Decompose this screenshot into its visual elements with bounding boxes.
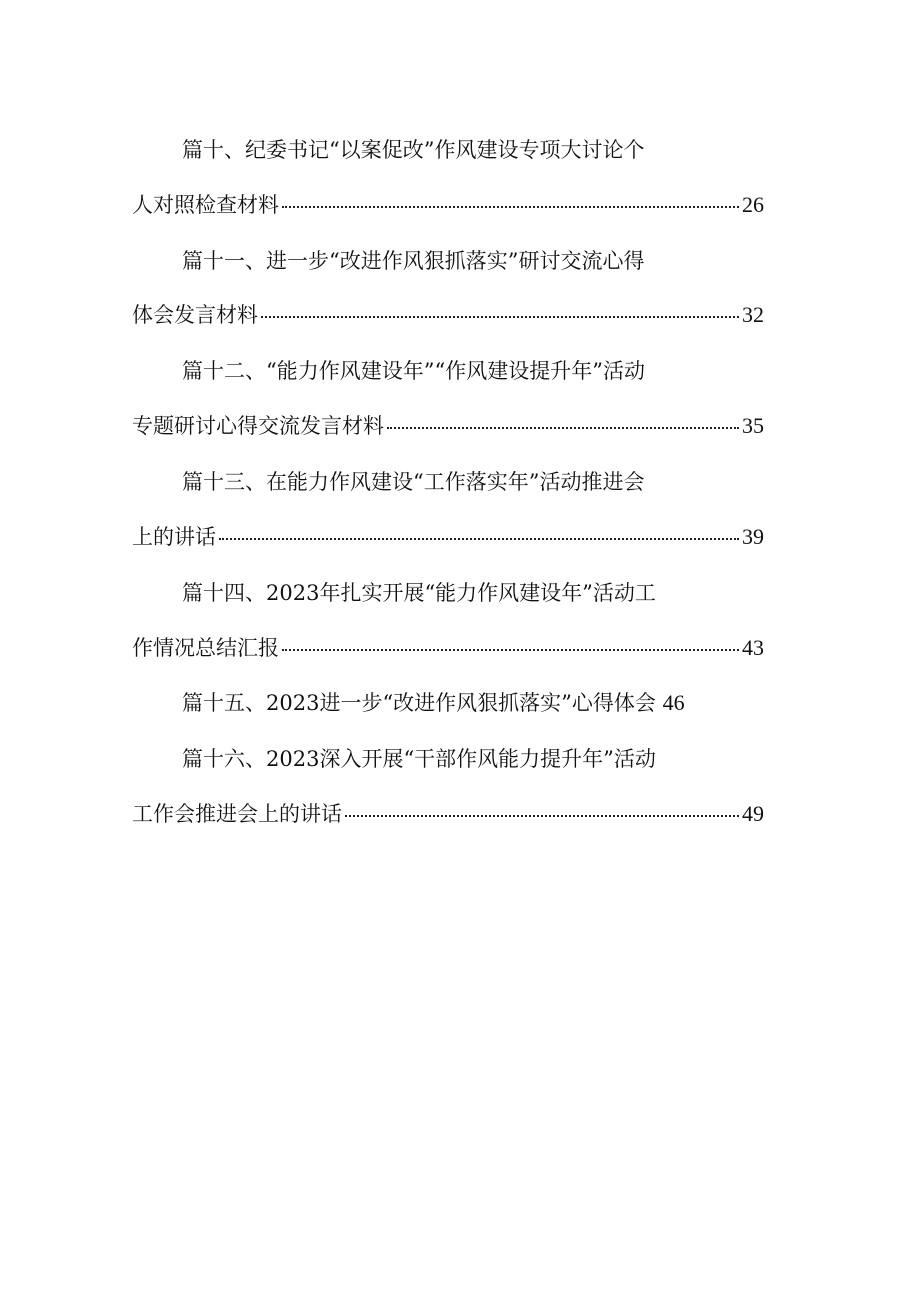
toc-page-number: 39: [742, 524, 764, 549]
toc-entry-text: 篇十、纪委书记“以案促改”作风建设专项大讨论个: [182, 138, 645, 162]
toc-entry-text: 篇十一、进一步“改进作风狠抓落实”研讨交流心得: [182, 249, 645, 273]
toc-entry-leader-line[interactable]: [132, 410, 764, 442]
toc-entry-title[interactable]: [132, 355, 764, 387]
toc-entry-text: 专题研讨心得交流发言材料: [132, 414, 384, 438]
dot-leader: [261, 316, 739, 318]
toc-entry-leader-line[interactable]: [132, 299, 764, 331]
toc-entry-leader-line[interactable]: [132, 521, 764, 553]
dot-leader: [282, 649, 739, 651]
toc-entry-title[interactable]: [132, 743, 764, 775]
toc-page-number: 32: [742, 302, 764, 327]
toc-entry-leader-line[interactable]: [132, 798, 764, 830]
toc-entry-leader-line[interactable]: [132, 189, 764, 221]
toc-entry-title[interactable]: [132, 577, 764, 609]
toc-entry-text: 人对照检查材料: [132, 193, 279, 217]
dot-leader: [219, 538, 739, 540]
toc-page-number: 35: [742, 413, 764, 438]
toc-entry-text: 上的讲话: [132, 525, 216, 549]
dot-leader: [345, 815, 739, 817]
toc-entry-title[interactable]: [132, 466, 764, 498]
toc-entry-text: 作情况总结汇报: [132, 636, 279, 660]
dot-leader: [282, 206, 739, 208]
toc-page-number: 46: [662, 690, 685, 715]
toc-entry-text: 篇十四、2023年扎实开展“能力作风建设年”活动工: [182, 581, 656, 605]
toc-entry-title[interactable]: [132, 687, 764, 719]
toc-entry-text: 体会发言材料: [132, 303, 258, 327]
toc-page-number: 43: [742, 635, 764, 660]
toc-entry-text: 工作会推进会上的讲话: [132, 802, 342, 826]
toc-entry-text: 篇十六、2023深入开展“干部作风能力提升年”活动: [182, 747, 656, 771]
toc-entry-text: 篇十二、“能力作风建设年”“作风建设提升年”活动: [182, 359, 645, 383]
toc-entry-title[interactable]: [132, 245, 764, 277]
toc-entry-leader-line[interactable]: [132, 632, 764, 664]
dot-leader: [387, 427, 739, 429]
toc-entry-text: 篇十三、在能力作风建设“工作落实年”活动推进会: [182, 470, 645, 494]
toc-page-number: 26: [742, 192, 764, 217]
toc-page-number: 49: [742, 801, 764, 826]
toc-entry-text: 篇十五、2023进一步“改进作风狠抓落实”心得体会: [182, 691, 656, 715]
toc-entry-title[interactable]: [132, 134, 764, 166]
